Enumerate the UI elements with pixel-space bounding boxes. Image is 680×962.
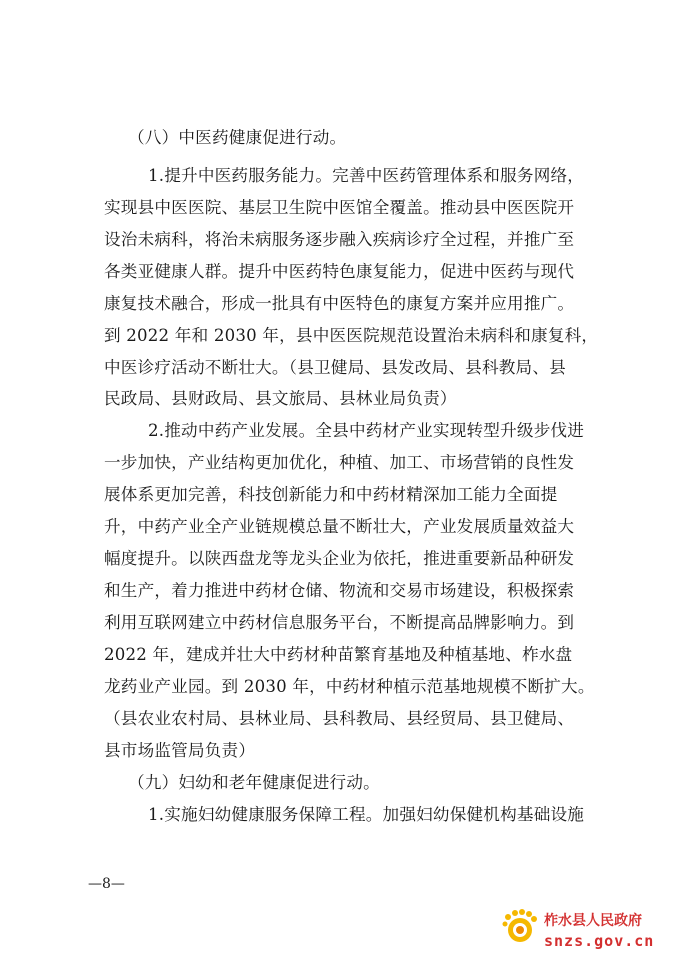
paragraph-line: 民政局、县财政局、县文旅局、县林业局负责） [104,389,457,408]
paragraph-line: 到 2022 年和 2030 年，县中医医院规范设置治未病科和康复科， [104,326,599,345]
paragraph-line: 2.推动中药产业发展。全县中药材产业实现转型升级步伐进 [148,421,585,440]
paragraph-line: 2022 年，建成并壮大中药材种苗繁育基地及种植基地、柞水盘 [104,645,573,664]
paragraph-line: 一步加快，产业结构更加优化，种植、加工、市场营销的良性发 [104,453,575,472]
watermark [500,904,670,956]
paragraph-line: 1.实施妇幼健康服务保障工程。加强妇幼保健机构基础设施 [148,805,585,824]
paragraph-line: 幅度提升。以陕西盘龙等龙头企业为依托，推进重要新品种研发 [104,549,575,568]
section-heading: （八）中医药健康促进行动。 [128,128,347,147]
page-number: —8— [88,876,125,892]
paragraph-line: 各类亚健康人群。提升中医药特色康复能力，促进中医药与现代 [104,262,575,281]
paragraph-line: 展体系更加完善，科技创新能力和中药材精深加工能力全面提 [104,485,558,504]
sun-logo-icon [500,908,540,948]
paragraph-line: 升，中药产业全产业链规模总量不断壮大，产业发展质量效益大 [104,517,575,536]
watermark-url: snzs.gov.cn [544,932,655,950]
paragraph-line: 龙药业产业园。到 2030 年，中药材种植示范基地规模不断扩大。 [104,677,595,696]
watermark-title: 柞水县人民政府 [544,913,642,929]
paragraph-line: 利用互联网建立中药材信息服务平台，不断提高品牌影响力。到 [104,613,575,632]
paragraph-line: 和生产，着力推进中药材仓储、物流和交易市场建设，积极探索 [104,581,575,600]
paragraph-line: 设治未病科，将治未病服务逐步融入疾病诊疗全过程，并推广至 [104,230,575,249]
paragraph-line: 康复技术融合，形成一批具有中医特色的康复方案并应用推广。 [104,294,575,313]
paragraph-line: （县农业农村局、县林业局、县科教局、县经贸局、县卫健局、 [104,709,575,728]
paragraph-line: 中医诊疗活动不断壮大。（县卫健局、县发改局、县科教局、县 [104,358,566,377]
section-heading: （九）妇幼和老年健康促进行动。 [128,773,380,792]
paragraph-line: 1.提升中医药服务能力。完善中医药管理体系和服务网络， [148,166,585,185]
paragraph-line: 实现县中医医院、基层卫生院中医馆全覆盖。推动县中医医院开 [104,198,575,217]
paragraph-line: 县市场监管局负责） [104,741,256,760]
